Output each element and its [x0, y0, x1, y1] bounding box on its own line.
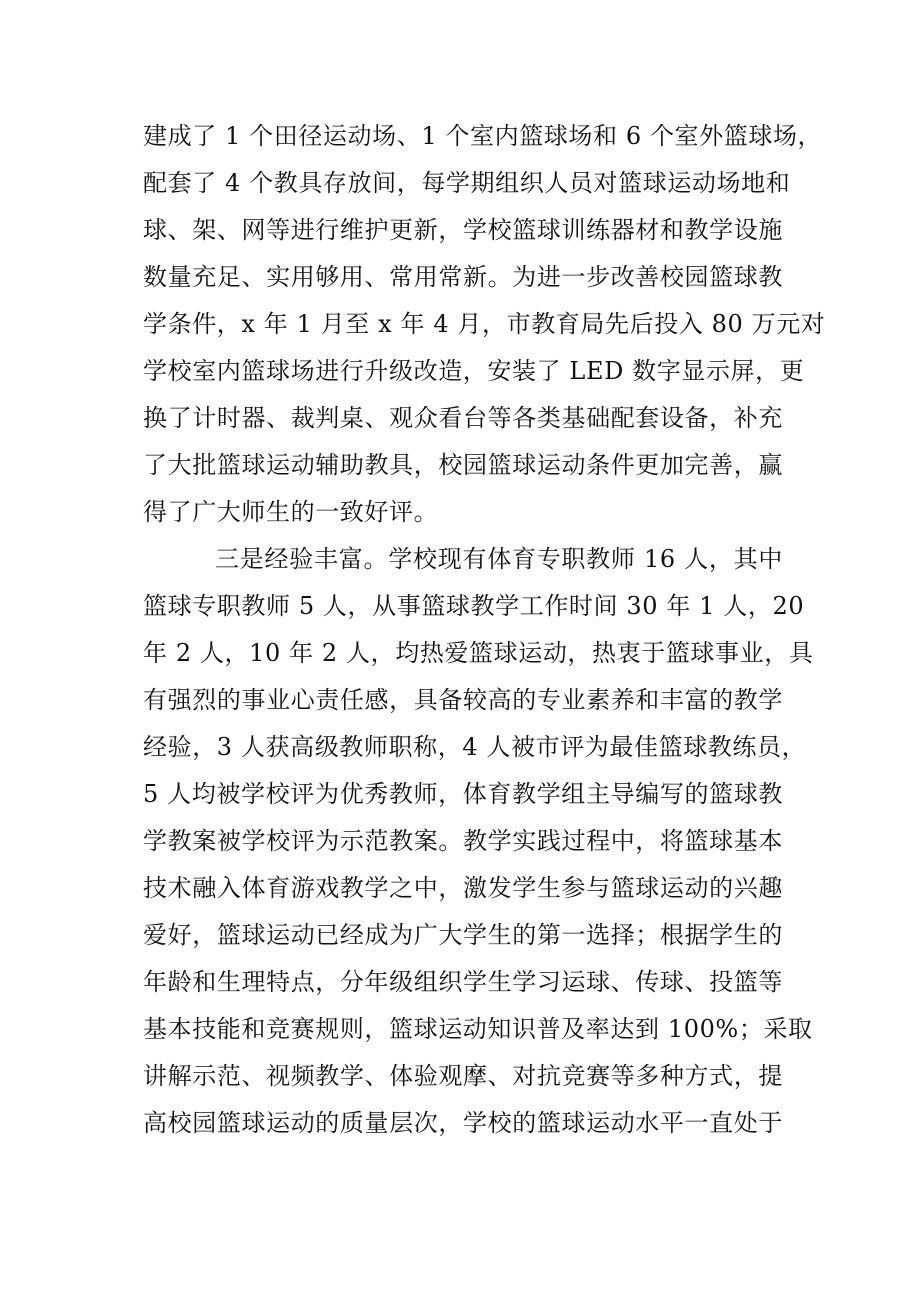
text-line: 年 2 人，10 年 2 人，均热爱篮球运动，热衷于篮球事业，具	[143, 639, 814, 667]
text-line: 技术融入体育游戏教学之中，激发学生参与篮球运动的兴趣	[143, 874, 783, 902]
text-line: 数量充足、实用够用、常用常新。为进一步改善校园篮球教	[143, 263, 783, 291]
text-line: 得了广大师生的一致好评。	[143, 498, 439, 526]
text-line: 换了计时器、裁判桌、观众看台等各类基础配套设备，补充	[143, 404, 783, 432]
text-line: 爱好，篮球运动已经成为广大学生的第一选择；根据学生的	[143, 921, 783, 949]
text-line: 5 人均被学校评为优秀教师，体育教学组主导编写的篮球教	[143, 780, 783, 808]
text-line: 学条件，x 年 1 月至 x 年 4 月，市教育局先后投入 80 万元对	[143, 310, 826, 338]
text-line: 配套了 4 个教具存放间，每学期组织人员对篮球运动场地和	[143, 169, 791, 197]
paragraph-experience	[143, 536, 814, 1147]
text-line: 经验，3 人获高级教师职称，4 人被市评为最佳篮球教练员，	[143, 733, 807, 761]
text-line: 了大批篮球运动辅助教具，校园篮球运动条件更加完善，赢	[143, 451, 783, 479]
text-line: 学教案被学校评为示范教案。教学实践过程中，将篮球基本	[143, 827, 783, 855]
text-line: 球、架、网等进行维护更新，学校篮球训练器材和教学设施	[143, 216, 783, 244]
text-line: 有强烈的事业心责任感，具备较高的专业素养和丰富的教学	[143, 686, 783, 714]
text-line: 三是经验丰富。学校现有体育专职教师 16 人，其中	[215, 545, 783, 573]
document-body	[143, 113, 826, 1147]
text-line: 建成了 1 个田径运动场、1 个室内篮球场和 6 个室外篮球场，	[143, 122, 823, 150]
text-line: 高校园篮球运动的质量层次，学校的篮球运动水平一直处于	[143, 1109, 783, 1137]
text-line: 篮球专职教师 5 人，从事篮球教学工作时间 30 年 1 人，20	[143, 592, 805, 620]
text-line: 学校室内篮球场进行升级改造，安装了 LED 数字显示屏，更	[143, 357, 805, 385]
text-line: 讲解示范、视频教学、体验观摩、对抗竞赛等多种方式，提	[143, 1062, 783, 1090]
text-line: 基本技能和竞赛规则，篮球运动知识普及率达到 100%；采取	[143, 1015, 813, 1043]
text-line: 年龄和生理特点，分年级组织学生学习运球、传球、投篮等	[143, 968, 783, 996]
paragraph-facilities	[143, 113, 826, 536]
